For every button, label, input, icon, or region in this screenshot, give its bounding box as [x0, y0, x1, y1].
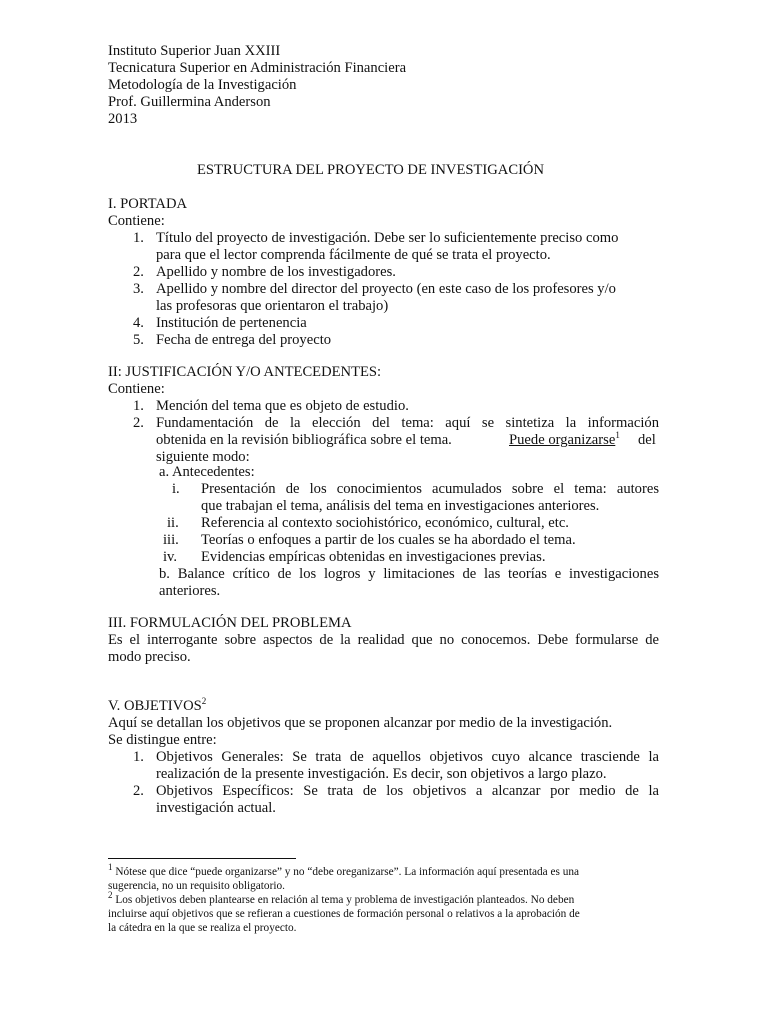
roman-number: iv.: [163, 549, 178, 565]
list-item-text: Apellido y nombre de los investigadores.: [156, 264, 396, 280]
list-item-text: Institución de pertenencia: [156, 315, 307, 331]
roman-number: iii.: [163, 532, 179, 548]
list-number: 2.: [133, 415, 144, 431]
roman-number: i.: [172, 481, 180, 497]
list-item-text: Objetivos Específicos: Se trata de los objetivos a alcanzar por medio de la: [156, 783, 659, 799]
section-heading-problema: III. FORMULACIÓN DEL PROBLEMA: [108, 615, 352, 631]
list-number: 3.: [133, 281, 144, 297]
list-number: 2.: [133, 264, 144, 280]
list-item-text: obtenida en la revisión bibliográfica sobre el tema.: [156, 432, 452, 448]
list-item-text: siguiente modo:: [156, 449, 250, 465]
footnote-text: incluirse aquí objetivos que se refieran a cuestiones de formación personal o relativos a la aprobación de: [108, 908, 580, 920]
sublist-text: anteriores.: [159, 583, 221, 599]
section-heading-portada: I. PORTADA: [108, 196, 188, 212]
footnote-marker: 1: [615, 430, 620, 441]
paragraph-text: Es el interrogante sobre aspectos de la realidad que no conocemos. Debe formularse de: [108, 632, 659, 648]
roman-item-text: Evidencias empíricas obtenidas en investigaciones previas.: [201, 549, 546, 565]
list-item-text: Fundamentación de la elección del tema: aquí se sintetiza la información: [156, 415, 659, 431]
list-number: 1.: [133, 749, 144, 765]
list-number: 2.: [133, 783, 144, 799]
list-item-text: realización de la presente investigación. Es decir, son objetivos a largo plazo.: [156, 766, 607, 782]
paragraph-text: Se distingue entre:: [108, 732, 217, 748]
document-title: ESTRUCTURA DEL PROYECTO DE INVESTIGACIÓN: [197, 162, 545, 178]
list-item-text: Título del proyecto de investigación. Debe ser lo suficientemente preciso como: [156, 230, 619, 246]
list-item-text: Mención del tema que es objeto de estudio.: [156, 398, 409, 414]
sublist-label: b. Balance crítico de los logros y limitaciones de las teorías e investigaciones: [159, 566, 659, 582]
list-item-text: investigación actual.: [156, 800, 276, 816]
section-heading-justificacion: II: JUSTIFICACIÓN Y/O ANTECEDENTES:: [108, 364, 382, 380]
list-item-text: las profesoras que orientaron el trabajo): [156, 298, 389, 314]
roman-item-text: Teorías o enfoques a partir de los cuales se ha abordado el tema.: [201, 532, 576, 548]
paragraph-text: modo preciso.: [108, 649, 191, 665]
heading-text: V. OBJETIVOS: [108, 698, 202, 714]
footnote-reference-1: [509, 432, 620, 449]
sublist-label: a. Antecedentes:: [159, 464, 255, 480]
underlined-phrase: Puede organizarse: [509, 432, 616, 448]
section-intro: Contiene:: [108, 381, 165, 397]
footnote-text: la cátedra en la que se realiza el proyecto.: [108, 922, 297, 934]
list-item-text: Objetivos Generales: Se trata de aquellos objetivos cuyo alcance trasciende la: [156, 749, 659, 765]
list-number: 1.: [133, 398, 144, 414]
list-item-text: para que el lector comprenda fácilmente de qué se trata el proyecto.: [156, 247, 551, 263]
roman-item-text: Presentación de los conocimientos acumulados sobre el tema: autores: [201, 481, 659, 497]
roman-item-text: Referencia al contexto sociohistórico, económico, cultural, etc.: [201, 515, 569, 531]
section-intro: Contiene:: [108, 213, 165, 229]
footnote-text: sugerencia, no un requisito obligatorio.: [108, 880, 285, 892]
footnote-text: Nótese que dice “puede organizarse” y no “debe oreganizarse”. La información aquí presentada es una: [112, 866, 580, 878]
footnote-number: 2: [108, 890, 113, 901]
career-name: Tecnicatura Superior en Administración Financiera: [108, 60, 407, 76]
year: 2013: [108, 111, 138, 127]
list-number: 1.: [133, 230, 144, 246]
footnote-marker: 2: [201, 696, 207, 707]
footnote-separator: [108, 858, 296, 859]
footnote-number: 1: [108, 862, 113, 873]
footnote-2: [108, 890, 575, 907]
list-item-text: Apellido y nombre del director del proyecto (en este caso de los profesores y/o: [156, 281, 616, 297]
paragraph-text: Aquí se detallan los objetivos que se proponen alcanzar por medio de la investigación.: [108, 715, 613, 731]
section-heading-objetivos: [108, 698, 206, 715]
list-number: 4.: [133, 315, 144, 331]
list-item-text: del: [638, 432, 656, 448]
roman-number: ii.: [167, 515, 179, 531]
roman-item-text: que trabajan el tema, análisis del tema en investigaciones anteriores.: [201, 498, 600, 514]
subject-name: Metodología de la Investigación: [108, 77, 297, 93]
footnote-1: [108, 862, 580, 879]
institution-name: Instituto Superior Juan XXIII: [108, 43, 281, 59]
list-item-text: Fecha de entrega del proyecto: [156, 332, 332, 348]
footnote-text: Los objetivos deben plantearse en relación al tema y problema de investigación planteados. No deben: [112, 894, 575, 906]
list-number: 5.: [133, 332, 144, 348]
professor-name: Prof. Guillermina Anderson: [108, 94, 271, 110]
